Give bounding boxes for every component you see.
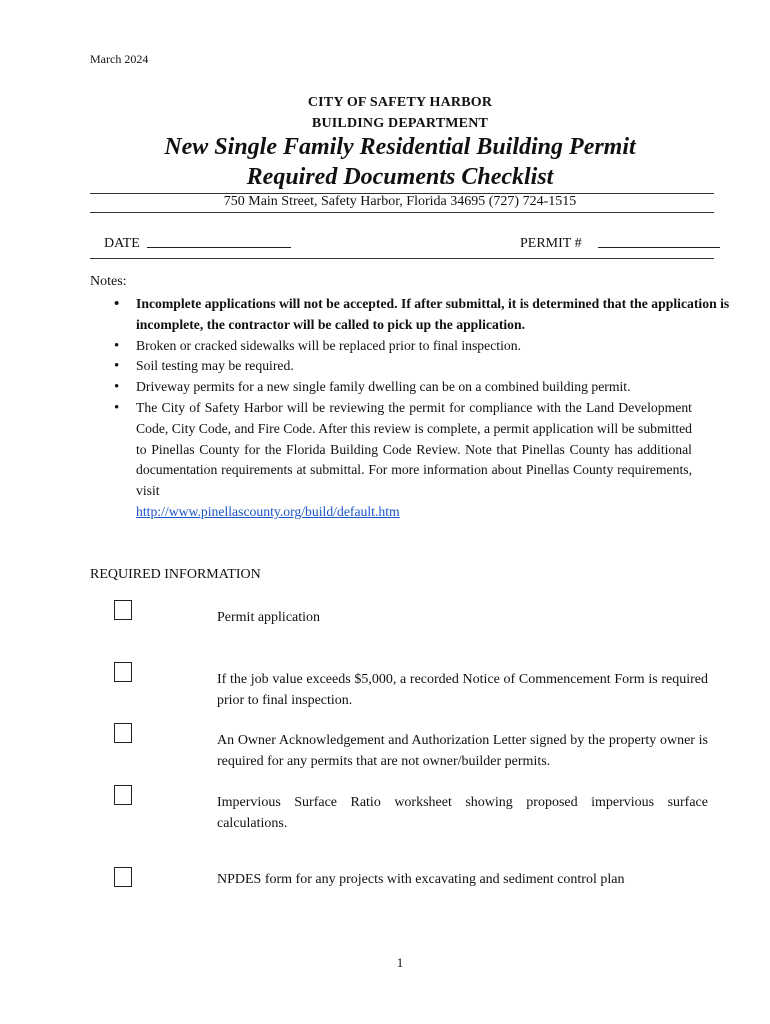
checkbox-owner-authorization[interactable] [114,723,132,743]
date-input-line[interactable] [147,247,291,248]
document-title-line1: New Single Family Residential Building Permit [164,134,636,160]
address-divider [90,212,714,213]
note-item: • Broken or cracked sidewalks will be replaced prior to final inspection. [136,336,692,357]
note-item-review [136,398,692,523]
department-name: BUILDING DEPARTMENT [311,116,489,131]
pinellas-county-link[interactable]: http://www.pinellascounty.org/build/default.htm [136,503,400,519]
required-item: NPDES form for any projects with excavating and sediment control plan [217,872,625,887]
page-number: 1 [396,955,404,970]
notes-list [90,294,730,523]
checkbox-permit-application[interactable] [114,600,132,620]
permit-number-input-line[interactable] [598,247,720,248]
required-item: Permit application [217,610,321,625]
note-item: • The City of Safety Harbor will be reviewing the permit for compliance with the Land Development Code, City Code, and Fire Code. After this review is complete, a permit application will be submitted to Pinellas County for the Florida Building Code Review. Note that Pinellas County has additional documentation requirements at submittal. For more information about Pinellas County requirements, visit [136,399,692,499]
fields-divider [90,258,714,259]
required-item: An Owner Acknowledgement and Authorization Letter signed by the property owner is required for any permits that are not owner/builder permits. [217,733,708,769]
checkbox-impervious-surface[interactable] [114,785,132,805]
required-information-heading: REQUIRED INFORMATION [90,567,261,582]
note-item: • Soil testing may be required. [136,356,692,377]
required-item: Impervious Surface Ratio worksheet showing proposed impervious surface calculations. [217,795,708,831]
date-label: DATE [104,236,140,251]
document-date: March 2024 [90,52,149,66]
note-item: • Incomplete applications will not be accepted. If after submittal, it is determined that the application is incomplete, the contractor will be called to pick up the application. [136,294,756,336]
note-item: • Driveway permits for a new single family dwelling can be on a combined building permit. [136,377,692,398]
checkbox-npdes-form[interactable] [114,867,132,887]
document-title-line2: Required Documents Checklist [246,164,554,190]
required-item: If the job value exceeds $5,000, a recorded Notice of Commencement Form is required prior to final inspection. [217,672,708,708]
city-name: CITY OF SAFETY HARBOR [307,95,493,110]
checkbox-notice-of-commencement[interactable] [114,662,132,682]
permit-number-label: PERMIT # [520,236,582,251]
notes-label: Notes: [90,274,127,289]
department-address: 750 Main Street, Safety Harbor, Florida 34695 (727) 724-1515 [223,194,577,209]
